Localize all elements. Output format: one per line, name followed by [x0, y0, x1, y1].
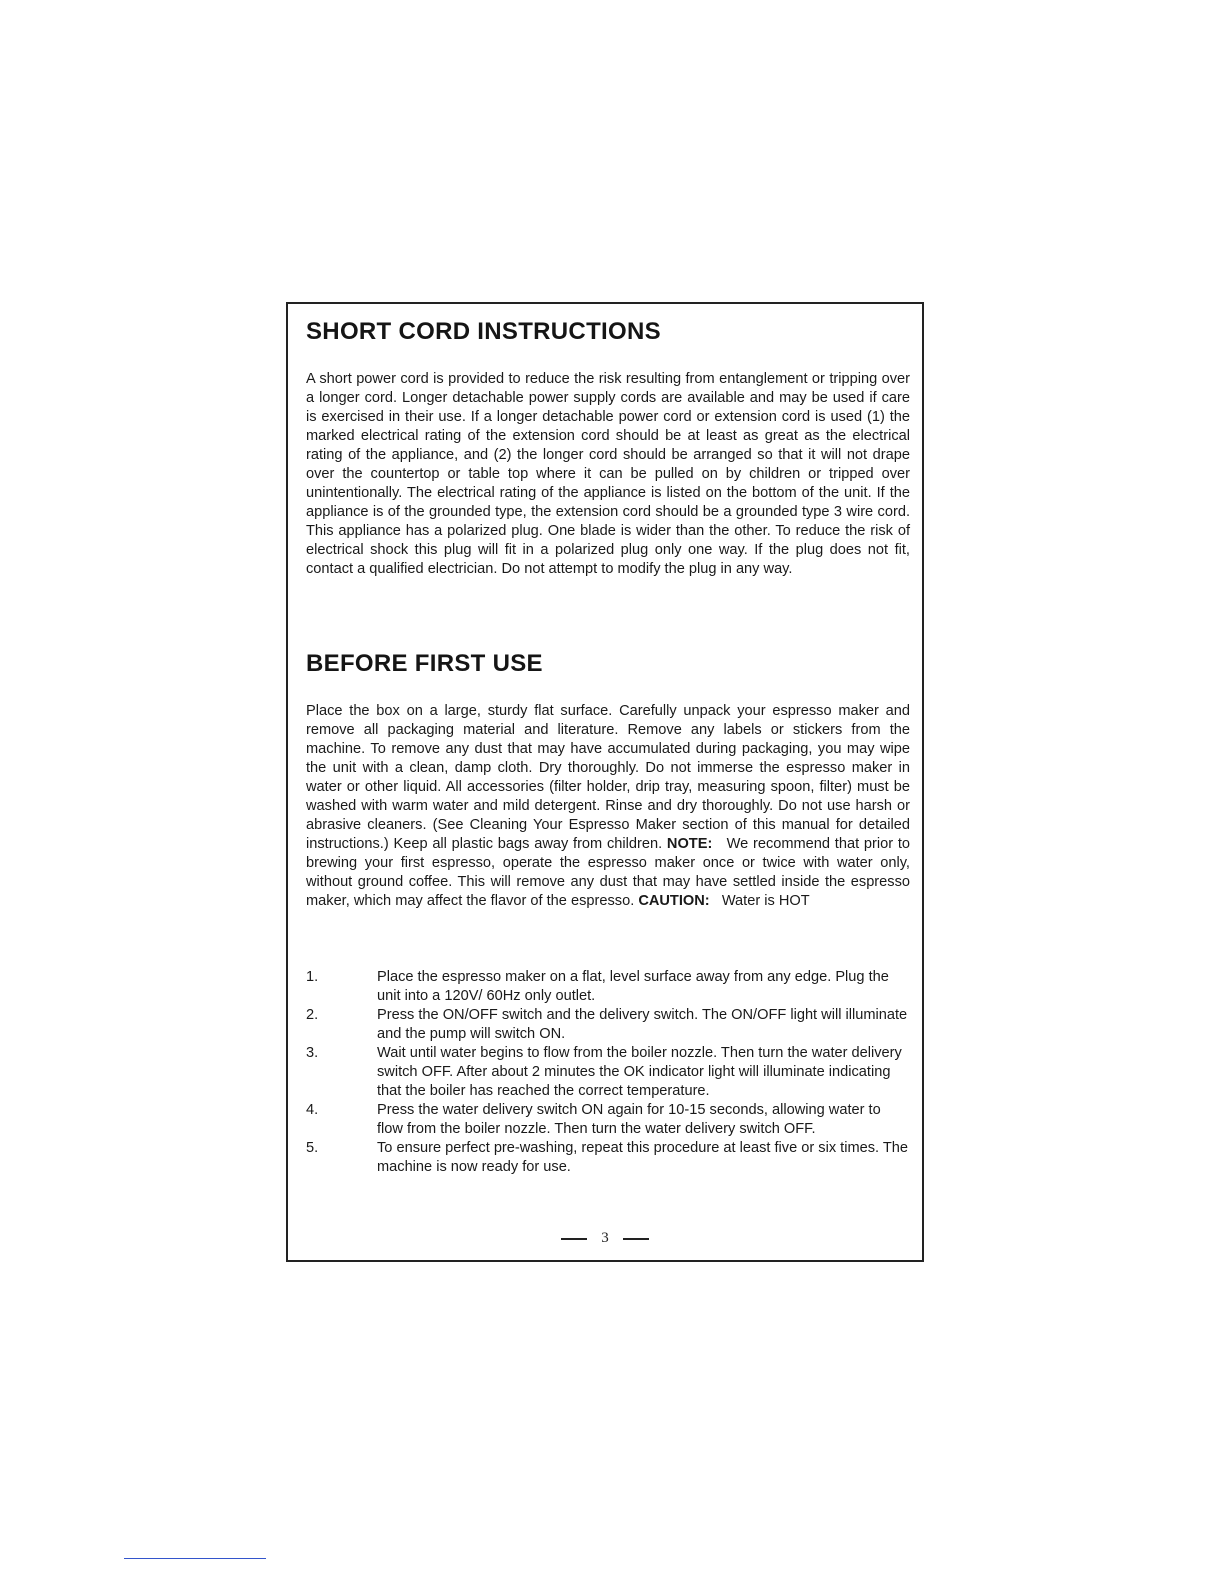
manual-page-frame — [286, 302, 924, 1262]
before-first-use-text-part3: Water is HOT — [721, 893, 810, 909]
caution-label: CAUTION: — [638, 893, 710, 909]
step-text: To ensure perfect pre-washing, repeat this procedure at least five or six times. The machine is now ready for use. — [377, 1140, 909, 1175]
step-number: 3. — [306, 1045, 319, 1061]
step-text: Press the ON/OFF switch and the delivery switch. The ON/OFF light will illuminate and the pump will switch ON. — [377, 1007, 908, 1042]
setup-step — [306, 1101, 910, 1139]
step-text: Press the water delivery switch ON again for 10-15 seconds, allowing water to flow from the boiler nozzle. Then turn the water delivery switch OFF. — [377, 1102, 881, 1137]
before-first-use-heading: BEFORE FIRST USE — [306, 650, 543, 677]
setup-steps-list — [306, 968, 910, 1177]
before-first-use-text-part2: We recommend that prior to brewing your first espresso, operate the espresso maker once or twice with water only, without ground coffee. This will remove any dust that may have settled inside the espresso maker, which may affect the flavor of the espresso. — [306, 836, 911, 909]
bottom-rule — [124, 1558, 266, 1559]
step-number: 1. — [306, 969, 319, 985]
footer-dash-right — [623, 1238, 649, 1240]
page-number: 3 — [601, 1230, 609, 1246]
note-label: NOTE: — [666, 836, 713, 852]
short-cord-paragraph: A short power cord is provided to reduce the risk resulting from entanglement or tripping over a longer cord. Longer detachable power supply cords are available and may be used if care is exercised in their use. If a longer detachable power cord or extension cord is used (1) the marked electrical rating of the extension cord should be at least as great as the electrical rating of the appliance, and (2) the longer cord should be arranged so that it will not drape over the countertop or table top where it can be pulled on by children or tripped over unintentionally. The electrical rating of the appliance is listed on the bottom of the unit. If the appliance is of the grounded type, the extension cord should be a grounded type 3 wire cord. This appliance has a polarized plug. One blade is wider than the other. To reduce the risk of electrical shock this plug will fit in a polarized plug only one way. If the plug does not fit, contact a qualified electrician. Do not attempt to modify the plug in any way. — [306, 371, 910, 577]
step-number: 2. — [306, 1007, 319, 1023]
setup-step — [306, 1044, 910, 1101]
setup-step — [306, 1006, 910, 1044]
setup-step — [306, 1139, 910, 1177]
step-number: 4. — [306, 1102, 319, 1118]
before-first-use-paragraph — [306, 702, 910, 911]
step-number: 5. — [306, 1140, 319, 1156]
short-cord-heading: SHORT CORD INSTRUCTIONS — [306, 318, 661, 345]
page-footer — [288, 1230, 922, 1247]
step-text: Wait until water begins to flow from the boiler nozzle. Then turn the water delivery switch OFF. After about 2 minutes the OK indicator light will illuminate indicating that the boiler has reached the correct temperature. — [377, 1045, 902, 1099]
footer-dash-left — [561, 1238, 587, 1240]
step-text: Place the espresso maker on a flat, level surface away from any edge. Plug the unit into a 120V/ 60Hz only outlet. — [377, 969, 889, 1004]
before-first-use-text-part1: Place the box on a large, sturdy flat surface. Carefully unpack your espresso maker and remove all packaging material and literature. Remove any labels or stickers from the machine. To remove any dust that may have accumulated during packaging, you may wipe the unit with a clean, damp cloth. Dry thoroughly. Do not immerse the espresso maker in water or other liquid. All accessories (filter holder, drip tray, measuring spoon, filter) must be washed with warm water and mild detergent. Rinse and dry thoroughly. Do not use harsh or abrasive cleaners. (See Cleaning Your Espresso Maker section of this manual for detailed instructions.) Keep all plastic bags away from children. — [306, 703, 910, 852]
setup-step — [306, 968, 910, 1006]
